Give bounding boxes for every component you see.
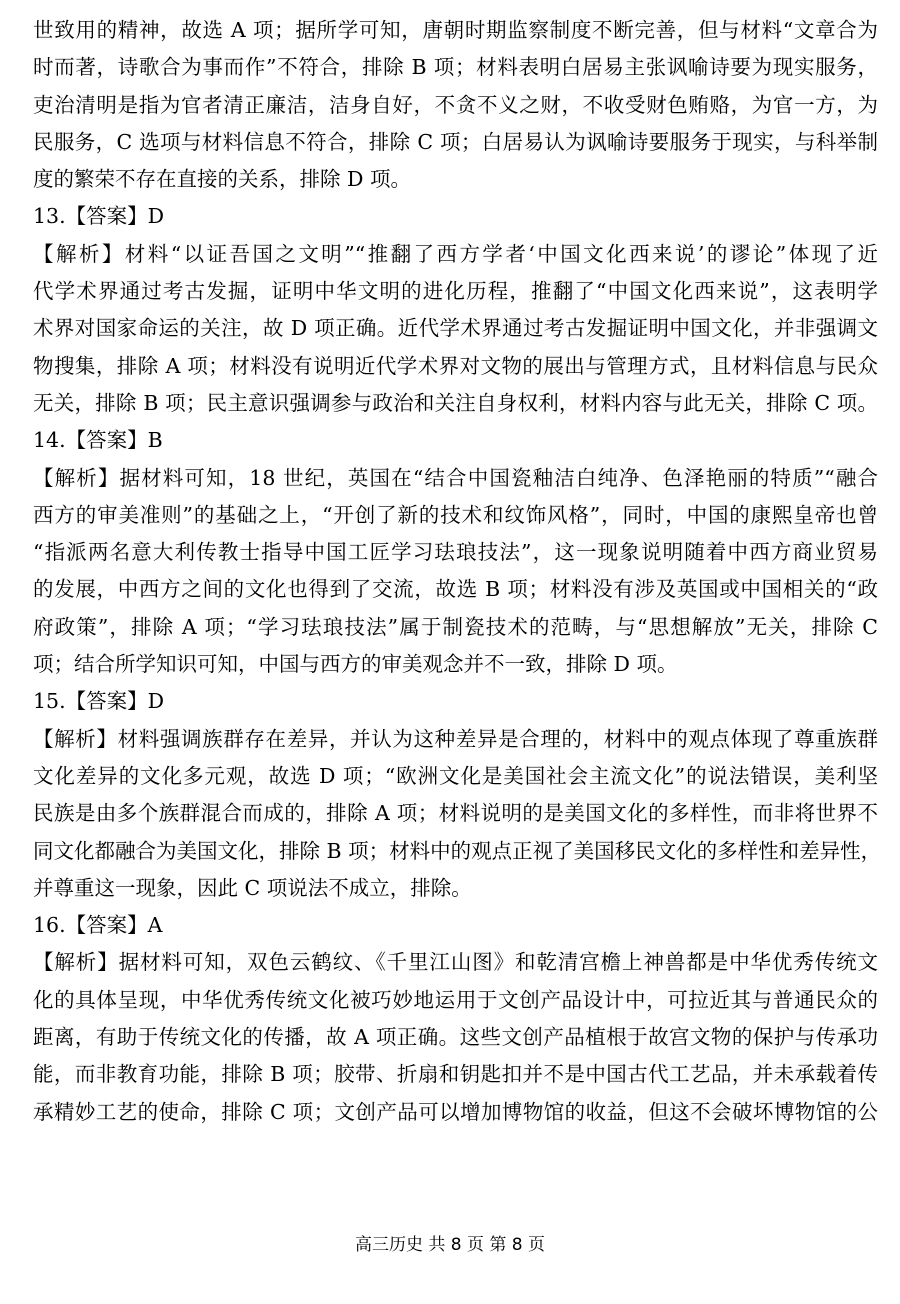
text-line: 承精妙工艺的使命，排除 C 项；文创产品可以增加博物馆的收益，但这不会破坏博物馆的公 [33,1099,878,1124]
text-line: 项；结合所学知识可知，中国与西方的审美观念并不一致，排除 D 项。 [33,652,678,677]
answer-explanation-body [33,12,882,1131]
text-line: 并尊重这一现象，因此 C 项说法不成立，排除。 [33,875,472,900]
text-line: 吏治清明是指为官者清正廉洁，洁身自好，不贪不义之财，不收受财色贿赂，为官一方，为 [33,92,878,117]
text-line: 术界对国家命运的关注，故 D 项正确。近代学术界通过考古发掘证明中国文化，并非强调文 [33,316,878,341]
answer-heading-13: 13.【答案】D [33,204,165,229]
text-line: 【解析】据材料可知，18 世纪，英国在“结合中国瓷釉洁白纯净、色泽艳丽的特质”“融合 [33,465,878,490]
text-line: 物搜集，排除 A 项；材料没有说明近代学术界对文物的展出与管理方式，且材料信息与民众 [33,353,878,378]
text-line: 【解析】据材料可知，双色云鹤纹、《千里江山图》和乾清宫檐上神兽都是中华优秀传统文 [33,950,878,975]
text-line: 代学术界通过考古发掘，证明中华文明的进化历程，推翻了“中国文化西来说”，这表明学 [33,279,878,304]
text-line: 距离，有助于传统文化的传播，故 A 项正确。这些文创产品植根于故宫文物的保护与传承功 [33,1025,878,1050]
text-line: 民族是由多个族群混合而成的，排除 A 项；材料说明的是美国文化的多样性，而非将世界不 [33,801,878,826]
text-line: “指派两名意大利传教士指导中国工匠学习珐琅技法”，这一现象说明随着中西方商业贸易 [33,540,878,565]
text-line: 同文化都融合为美国文化，排除 B 项；材料中的观点正视了美国移民文化的多样性和差异性， [33,838,882,863]
text-line: 化的具体呈现，中华优秀传统文化被巧妙地运用于文创产品设计中，可拉近其与普通民众的 [33,987,878,1012]
text-line: 民服务，C 选项与材料信息不符合，排除 C 项；白居易认为讽喻诗要服务于现实，与科举制 [33,129,878,154]
text-line: 世致用的精神，故选 A 项；据所学可知，唐朝时期监察制度不断完善，但与材料“文章合为 [33,18,878,42]
answer-heading-15: 15.【答案】D [33,689,165,714]
text-line: 时而著，诗歌合为事而作”不符合，排除 B 项；材料表明白居易主张讽喻诗要为现实服务， [33,55,878,80]
text-line: 【解析】材料强调族群存在差异，并认为这种差异是合理的，材料中的观点体现了尊重族群 [33,726,878,751]
text-line: 无关，排除 B 项；民主意识强调参与政治和关注自身权利，材料内容与此无关，排除 C 项。 [33,390,878,415]
text-line: 府政策”，排除 A 项；“学习珐琅技法”属于制瓷技术的范畴，与“思想解放”无关，排除 C [33,614,878,639]
text-line: 西方的审美准则”的基础之上，“开创了新的技术和纹饰风格”，同时，中国的康熙皇帝也曾 [33,502,878,527]
answer-heading-14: 14.【答案】B [33,428,163,453]
text-line: 【解析】材料“以证吾国之文明”“推翻了西方学者‘中国文化西来说’的谬论”体现了近 [33,241,878,266]
page-footer: 高三历史 共 8 页 第 8 页 [354,1235,546,1255]
answer-heading-16: 16.【答案】A [33,913,163,938]
text-line: 度的繁荣不存在直接的关系，排除 D 项。 [33,167,411,192]
text-line: 能，而非教育功能，排除 B 项；胶带、折扇和钥匙扣并不是中国古代工艺品，并未承载着传 [33,1062,878,1087]
text-line: 的发展，中西方之间的文化也得到了交流，故选 B 项；材料没有涉及英国或中国相关的“政 [33,577,878,602]
text-line: 文化差异的文化多元观，故选 D 项；“欧洲文化是美国社会主流文化”的说法错误，美利坚 [33,763,878,788]
